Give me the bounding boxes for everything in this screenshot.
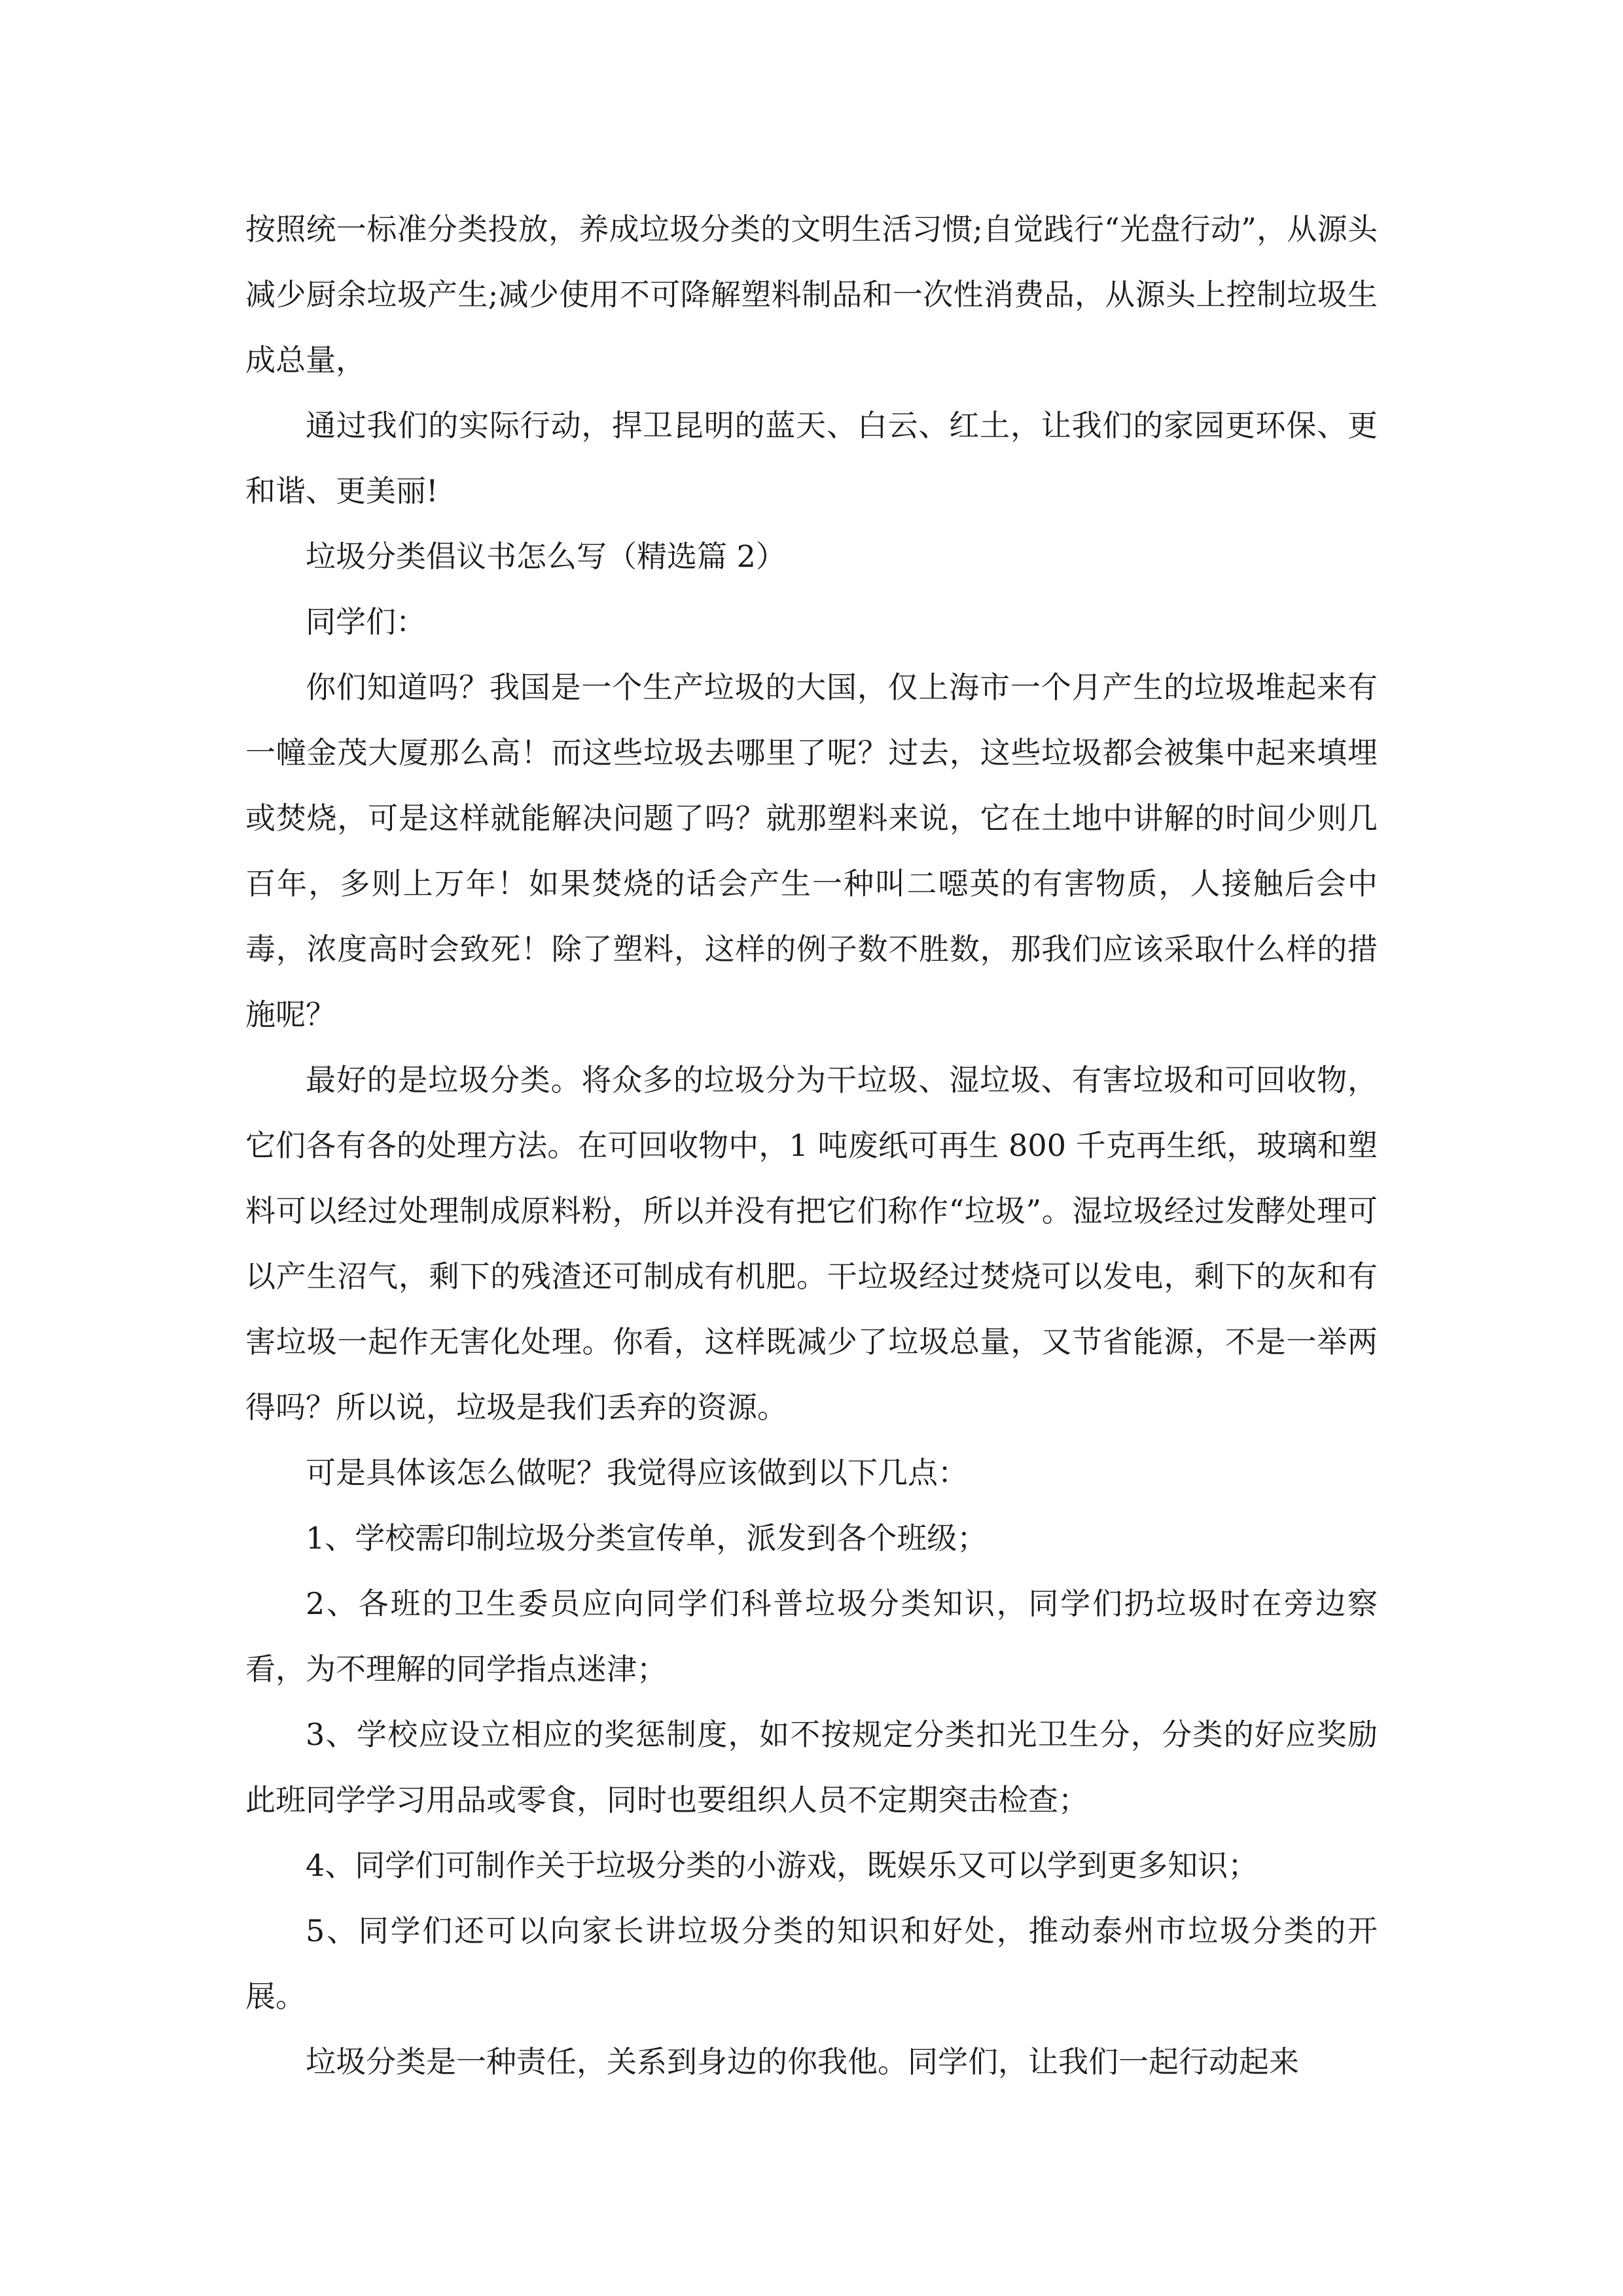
list-item-2: 2、各班的卫生委员应向同学们科普垃圾分类知识，同学们扔垃圾时在旁边察看，为不理解的同学指点迷津；	[245, 1586, 1378, 1687]
list-item-5: 5、同学们还可以向家长讲垃圾分类的知识和好处，推动泰州市垃圾分类的开展。	[245, 1913, 1378, 2014]
paragraph-2: 通过我们的实际行动，捍卫昆明的蓝天、白云、红土，让我们的家园更环保、更和谐、更美丽!	[245, 408, 1378, 509]
list-item-4: 4、同学们可制作关于垃圾分类的小游戏，既娱乐又可以学到更多知识；	[306, 1848, 1258, 1883]
closing-paragraph: 垃圾分类是一种责任，关系到身边的你我他。同学们，让我们一起行动起来	[306, 2044, 1299, 2079]
paragraph-6: 最好的是垃圾分类。将众多的垃圾分为干垃圾、湿垃圾、有害垃圾和可回收物，它们各有各的处理方法。在可回收物中，1 吨废纸可再生 800 千克再生纸，玻璃和塑料可以经过处理制成原料粉，所以并没有把它们称作“垃圾”。湿垃圾经过发酵处理可以产生沼气，剩下的残渣还可制成有机肥。干垃圾经过焚烧可以发电，剩下的灰和有害垃圾一起作无害化处理。你看，这样既减少了垃圾总量，又节省能源，不是一举两得吗？所以说，垃圾是我们丢弃的资源。	[245, 1062, 1378, 1425]
salutation: 同学们：	[306, 604, 426, 639]
section-title: 垃圾分类倡议书怎么写（精选篇 2）	[306, 539, 786, 574]
document-body	[245, 196, 1378, 2094]
list-item-3: 3、学校应设立相应的奖惩制度，如不按规定分类扣光卫生分，分类的好应奖励此班同学学习用品或零食，同时也要组织人员不定期突击检查；	[245, 1717, 1378, 1818]
paragraph-5: 你们知道吗？我国是一个生产垃圾的大国，仅上海市一个月产生的垃圾堆起来有一幢金茂大厦那么高！而这些垃圾去哪里了呢？过去，这些垃圾都会被集中起来填埋或焚烧，可是这样就能解决问题了吗？就那塑料来说，它在土地中讲解的时间少则几百年，多则上万年！如果焚烧的话会产生一种叫二噁英的有害物质，人接触后会中毒，浓度高时会致死！除了塑料，这样的例子数不胜数，那我们应该采取什么样的措施呢？	[245, 670, 1378, 1032]
list-item-1: 1、学校需印制垃圾分类宣传单，派发到各个班级；	[306, 1520, 988, 1556]
paragraph-1: 按照统一标准分类投放，养成垃圾分类的文明生活习惯;自觉践行“光盘行动”，从源头减少厨余垃圾产生;减少使用不可降解塑料制品和一次性消费品，从源头上控制垃圾生成总量，	[245, 211, 1378, 378]
paragraph-7: 可是具体该怎么做呢？我觉得应该做到以下几点：	[306, 1455, 968, 1490]
